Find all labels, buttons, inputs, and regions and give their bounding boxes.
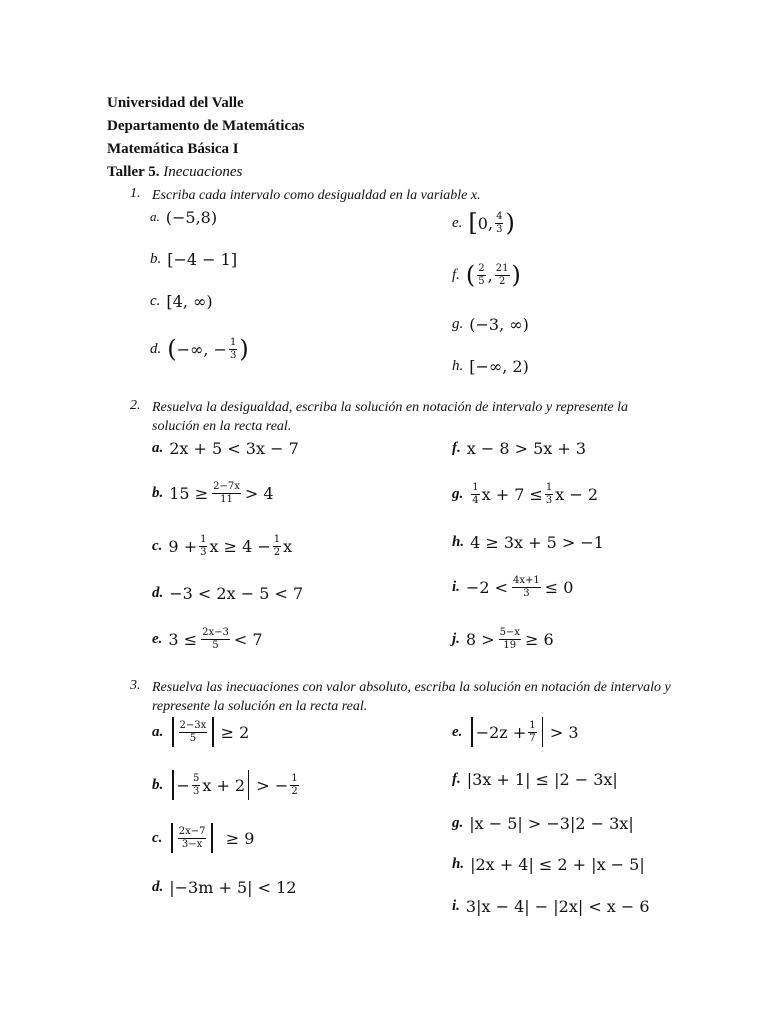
q1-item-d-expr: ( −∞, − $\frac{1}{3}$ ) <box>167 335 249 363</box>
q3-item-e-expr: −2z + $\frac{1}{7}$ > 3 <box>468 717 578 747</box>
q3-item-i: i. 3|x − 4| − |2x| < x − 6 <box>452 896 650 916</box>
q1-item-e-expr: [ 0, $\frac{4}{3}$ ) <box>468 209 515 237</box>
q3-item-h-expr: |2x + 4| ≤ 2 + |x − 5| <box>470 854 645 874</box>
q1-item-f-expr: ( $\frac{2}{5}$ , $\frac{21}{2}$ ) <box>465 261 521 289</box>
q2-item-e: e. 3 ≤ $\frac{2x-3}{5}$ < 7 <box>152 626 263 651</box>
course-name: Matemática Básica I <box>107 141 239 157</box>
q1-item-b-expr: [−4 − 1] <box>167 249 238 269</box>
q2-item-e-expr: 3 ≤ $\frac{2x-3}{5}$ < 7 <box>168 626 263 651</box>
q2-item-d: d. −3 < 2x − 5 < 7 <box>152 583 304 603</box>
q1-item-g: g. (−3, ∞) <box>452 314 529 334</box>
q2-item-i-expr: −2 < $\frac{4x+1}{3}$ ≤ 0 <box>465 574 574 599</box>
q2-item-a-expr: 2x + 5 < 3x − 7 <box>169 438 299 458</box>
q2-item-c-expr: 9 + $\frac{1}{3}$ x ≥ 4 − $\frac{1}{2}$ x <box>168 533 293 558</box>
q2-item-a: a. 2x + 5 < 3x − 7 <box>152 438 299 458</box>
q2-item-j-expr: 8 > $\frac{5-x}{19}$ ≥ 6 <box>465 626 554 651</box>
q2-text: Resuelva la desigualdad, escriba la solución en notación de intervalo y represente la solución en la recta real. <box>152 400 629 434</box>
q1-item-e: e. [ 0, $\frac{4}{3}$ ) <box>452 209 515 237</box>
q1-item-h-expr: [−∞, 2) <box>469 356 529 376</box>
q3-item-a-expr: $\frac{2-3x}{5}$ ≥ 2 <box>169 717 249 747</box>
q3-item-d: d. |−3m + 5| < 12 <box>152 877 297 897</box>
q2-item-b: b. 15 ≥ $\frac{2-7x}{11}$ > 4 <box>152 480 274 505</box>
workshop-topic: Inecuaciones <box>163 164 243 180</box>
q2-item-g-expr: $\frac{1}{4}$ x + 7 ≤ $\frac{1}{3}$ x − 2 <box>472 481 599 506</box>
q1-item-g-expr: (−3, ∞) <box>469 314 529 334</box>
q2-item-j: j. 8 > $\frac{5-x}{19}$ ≥ 6 <box>452 626 554 651</box>
q1-item-a: a. (−5,8) <box>150 207 218 227</box>
q3-item-f: f. |3x + 1| ≤ |2 − 3x| <box>452 769 618 789</box>
workshop-title <box>107 164 242 181</box>
q3-item-d-expr: |−3m + 5| < 12 <box>169 877 297 897</box>
q1-item-h: h. [−∞, 2) <box>452 356 529 376</box>
q3-item-a: a. $\frac{2-3x}{5}$ ≥ 2 <box>152 715 249 749</box>
department-name: Departamento de Matemáticas <box>107 118 305 134</box>
q3-item-e: e. −2z + $\frac{1}{7}$ > 3 <box>452 715 579 749</box>
q3-item-b: b. − $\frac{5}{3}$ x + 2 > − $\frac{1}{2}$ <box>152 768 301 802</box>
q3-item-i-expr: 3|x − 4| − |2x| < x − 6 <box>465 896 650 916</box>
q2-item-b-expr: 15 ≥ $\frac{2-7x}{11}$ > 4 <box>169 480 274 505</box>
q3-item-c: c. $\frac{2x-7}{3-x}$ ≥ 9 <box>152 821 254 855</box>
q2-item-f-expr: x − 8 > 5x + 3 <box>466 438 587 458</box>
university-name: Universidad del Valle <box>107 95 244 111</box>
q3-number: 3. <box>130 678 141 693</box>
q2-item-i: i. −2 < $\frac{4x+1}{3}$ ≤ 0 <box>452 574 574 599</box>
q2-item-d-expr: −3 < 2x − 5 < 7 <box>169 583 304 603</box>
q3-item-c-expr: $\frac{2x-7}{3-x}$ ≥ 9 <box>168 823 254 853</box>
q2-item-f: f. x − 8 > 5x + 3 <box>452 438 587 458</box>
q2-item-h: h. 4 ≥ 3x + 5 > −1 <box>452 532 604 552</box>
q2-item-h-expr: 4 ≥ 3x + 5 > −1 <box>470 532 604 552</box>
q3-item-h: h. |2x + 4| ≤ 2 + |x − 5| <box>452 854 645 874</box>
q3-item-g-expr: |x − 5| > −3|2 − 3x| <box>469 813 634 833</box>
q2-item-g: g. $\frac{1}{4}$ x + 7 ≤ $\frac{1}{3}$ x − 2 <box>452 481 599 506</box>
q1-item-a-expr: (−5,8) <box>165 207 218 227</box>
q1-text: Escriba cada intervalo como desigualdad en la variable x. <box>152 188 481 203</box>
q1-item-d: d. ( −∞, − $\frac{1}{3}$ ) <box>150 335 249 363</box>
q3-item-g: g. |x − 5| > −3|2 − 3x| <box>452 813 634 833</box>
q2-number: 2. <box>130 398 141 413</box>
q3-item-f-expr: |3x + 1| ≤ |2 − 3x| <box>466 769 618 789</box>
q1-item-f: f. ( $\frac{2}{5}$ , $\frac{21}{2}$ ) <box>452 261 521 289</box>
q1-item-c: c. [4, ∞) <box>150 291 213 311</box>
q2-item-c: c. 9 + $\frac{1}{3}$ x ≥ 4 − $\frac{1}{2}$ x <box>152 533 293 558</box>
q3-item-b-expr: − $\frac{5}{3}$ x + 2 > − $\frac{1}{2}$ <box>169 770 300 800</box>
q1-item-b: b. [−4 − 1] <box>150 249 238 269</box>
q1-item-c-expr: [4, ∞) <box>166 291 213 311</box>
q1-number: 1. <box>130 186 141 201</box>
workshop-label: Taller 5. <box>107 164 160 180</box>
q3-text: Resuelva las inecuaciones con valor absoluto, escriba la solución en notación de intervalo y represente la solución en la recta real. <box>152 680 671 714</box>
